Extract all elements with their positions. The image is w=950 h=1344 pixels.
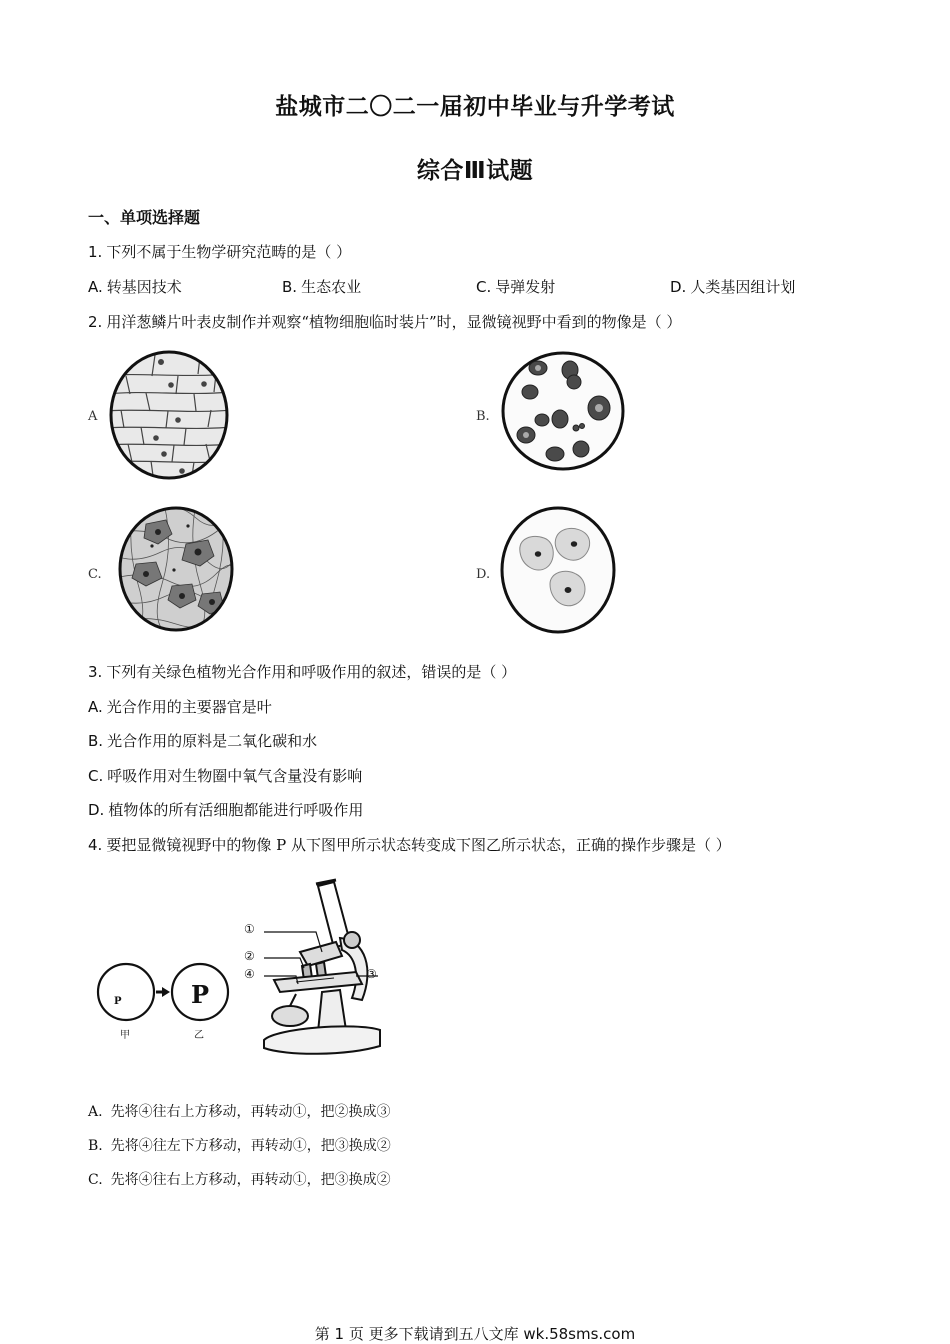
option-label: C.: [476, 278, 492, 296]
option-label: A.: [88, 698, 103, 716]
question-text: 用洋葱鳞片叶表皮制作并观察“植物细胞临时装片”时，显微镜视野中看到的物像是（ ）: [106, 313, 682, 331]
option-text: 植物体的所有活细胞都能进行呼吸作用: [108, 801, 364, 819]
q3-option-a: [88, 696, 272, 717]
question-text: 要把显微镜视野中的物像 P 从下图甲所示状态转变成下图乙所示状态，正确的操作步骤是（ ）: [106, 836, 731, 854]
option-label: D.: [88, 801, 105, 819]
blood-cells-icon: [498, 348, 628, 474]
cheek-cells-icon: [498, 504, 618, 636]
onion-epidermis-cells-icon: [106, 348, 232, 483]
section-heading: 一、单项选择题: [88, 208, 201, 227]
option-label: A.: [88, 278, 103, 296]
question-number: 4.: [88, 836, 103, 854]
option-label: B.: [88, 1138, 103, 1154]
question-2-stem: [88, 311, 681, 332]
question-number: 2.: [88, 313, 103, 331]
option-label: C.: [88, 1172, 103, 1188]
exam-subtitle: 综合Ⅲ试题: [416, 158, 534, 184]
option-text: 呼吸作用对生物圈中氧气含量没有影响: [107, 767, 363, 785]
option-text: 光合作用的原料是二氧化碳和水: [107, 732, 318, 750]
option-text: 导弹发射: [495, 278, 556, 296]
q2-image-d-label: D.: [476, 567, 491, 582]
q1-option-a: [88, 276, 182, 297]
option-label: C.: [88, 767, 104, 785]
option-text: 先将④往右上方移动，再转动①，把③换成②: [110, 1172, 391, 1188]
question-text: 下列不属于生物学研究范畴的是（ ）: [106, 243, 352, 261]
option-text: 人类基因组计划: [690, 278, 796, 296]
q2-image-b-label: B.: [476, 409, 490, 424]
option-text: 转基因技术: [106, 278, 182, 296]
q3-option-c: [88, 765, 362, 786]
q4-option-c: [88, 1169, 391, 1189]
big-p-label: P: [191, 980, 210, 1009]
question-3-stem: [88, 661, 516, 682]
option-text: 先将④往右上方移动，再转动①，把②换成③: [110, 1104, 391, 1120]
exam-title: 盐城市二〇二一届初中毕业与升学考试: [275, 94, 675, 120]
animal-tissue-cells-icon: [116, 504, 236, 634]
question-1-stem: [88, 241, 351, 262]
question-4-stem: [88, 834, 731, 855]
q2-image-a-label: A: [88, 409, 98, 424]
marker-3: ③: [366, 967, 377, 981]
label-yi: 乙: [194, 1030, 204, 1041]
option-label: B.: [282, 278, 298, 296]
marker-1: ①: [244, 922, 255, 936]
label-jia: 甲: [120, 1030, 130, 1041]
q1-option-c: [476, 276, 555, 297]
small-p-label: P: [114, 996, 122, 1007]
option-text: 先将④往左下方移动，再转动①，把③换成②: [110, 1138, 391, 1154]
option-label: B.: [88, 732, 104, 750]
page-footer: 第 1 页 更多下载请到五八文库 wk.58sms.com: [314, 1325, 636, 1343]
question-text: 下列有关绿色植物光合作用和呼吸作用的叙述，错误的是（ ）: [106, 663, 517, 681]
q4-option-b: [88, 1135, 391, 1155]
q3-option-d: [88, 799, 363, 820]
marker-4: ④: [244, 967, 255, 981]
q3-option-b: [88, 730, 317, 751]
q2-image-c-label: C.: [88, 567, 102, 582]
q1-option-d: [670, 276, 795, 297]
option-text: 光合作用的主要器官是叶: [106, 698, 272, 716]
option-text: 生态农业: [301, 278, 362, 296]
q4-option-a: [88, 1101, 391, 1121]
option-label: A.: [88, 1104, 103, 1120]
marker-2: ②: [244, 949, 255, 963]
question-number: 3.: [88, 663, 103, 681]
q1-option-b: [282, 276, 361, 297]
option-label: D.: [670, 278, 687, 296]
question-number: 1.: [88, 243, 103, 261]
